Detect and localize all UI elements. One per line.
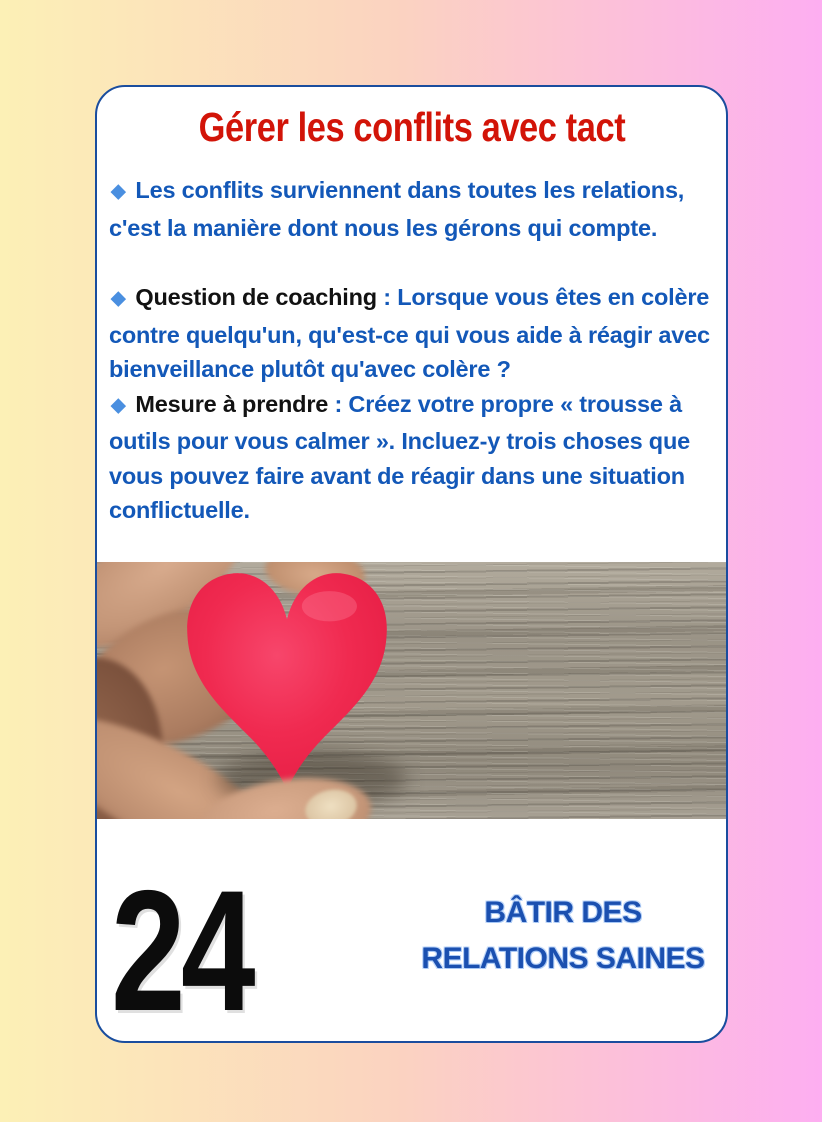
diamond-bullet-icon: ◆ — [111, 288, 126, 309]
series-caption-line2: RELATIONS SAINES — [421, 942, 705, 975]
text-segment: Mesure à prendre — [135, 390, 329, 417]
paragraph — [109, 280, 721, 387]
card-title — [97, 103, 726, 151]
series-caption — [413, 890, 713, 982]
card-title-text: Gérer les conflits avec tact — [198, 104, 625, 150]
paragraph — [109, 173, 721, 245]
coaching-card — [95, 85, 728, 1043]
photo-hands-heart — [97, 562, 726, 819]
red-heart-icon — [181, 563, 393, 801]
text-segment: Question de coaching — [135, 284, 377, 310]
series-caption-line1: BÂTIR DES — [484, 896, 642, 929]
body-text — [109, 173, 721, 528]
text-segment: : Lorsque vous êtes en colère contre quelqu'un, qu'est-ce qui vous aide à réagir avec bienveillance plutôt qu'avec colère ? — [109, 284, 710, 382]
text-segment: Les conflits surviennent dans toutes les relations, c'est la manière dont nous les gérons qui compte. — [109, 177, 685, 241]
diamond-bullet-icon: ◆ — [111, 394, 126, 416]
paragraph — [109, 387, 721, 528]
diamond-bullet-icon: ◆ — [111, 181, 126, 202]
card-number: 24 — [111, 855, 251, 1043]
text-segment: : Créez votre propre « trousse à outils pour vous calmer ». Incluez-y trois choses que vous pouvez faire avant de réagir dans une situation conflictuelle. — [109, 390, 690, 523]
